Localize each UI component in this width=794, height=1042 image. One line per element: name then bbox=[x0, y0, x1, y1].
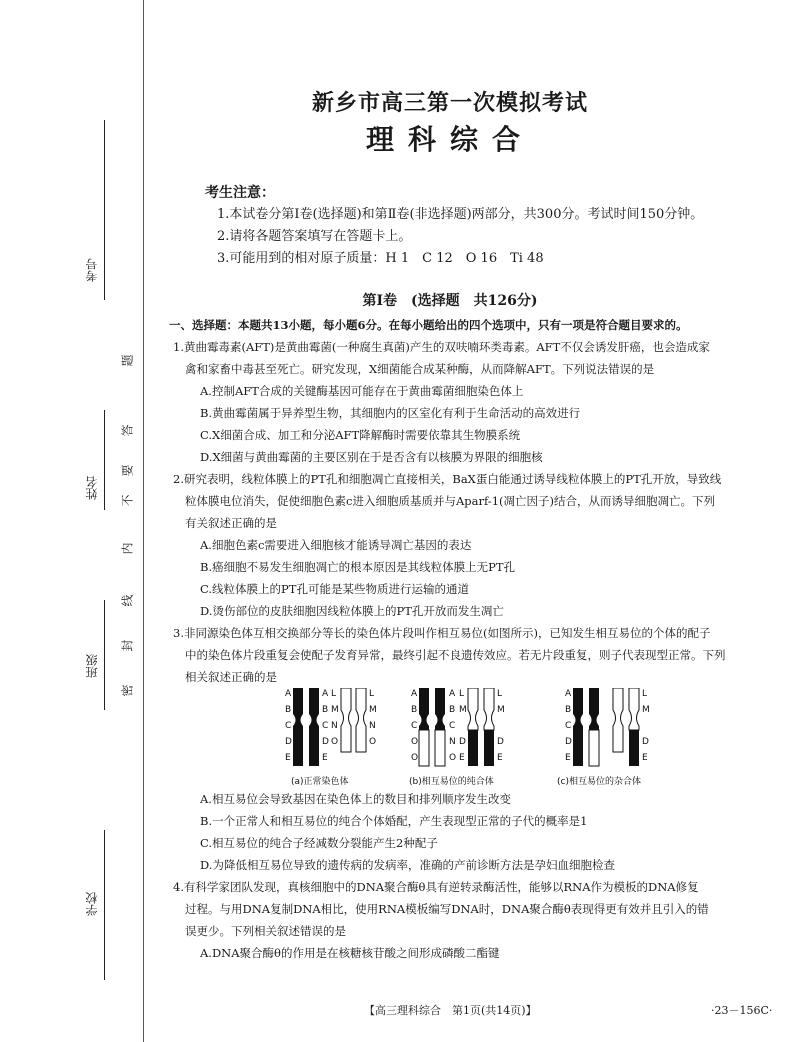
chromosome-c3 bbox=[613, 688, 623, 752]
chromosome-b2-translocated bbox=[435, 730, 445, 766]
name-label: 姓名 bbox=[85, 476, 99, 500]
label-c-M: M bbox=[642, 705, 650, 715]
label-c-D: D bbox=[565, 737, 572, 747]
notice-item: 2.请将各题答案填写在答题卡上。 bbox=[217, 229, 412, 244]
label-a-M: M bbox=[331, 705, 339, 715]
question-stem: 2.研究表明，线粒体膜上的PT孔和细胞凋亡直接相关，BaX蛋白能通过诱导线粒体膜上的PT孔开放，导致线 bbox=[173, 472, 722, 486]
binding-line bbox=[143, 0, 144, 1042]
chromosome-b1-translocated bbox=[419, 730, 429, 766]
option: D.X细菌与黄曲霉菌的主要区别在于是否含有以核膜为界限的细胞核 bbox=[200, 450, 543, 464]
option: A.控制AFT合成的关键酶基因可能存在于黄曲霉菌细胞染色体上 bbox=[200, 384, 524, 398]
caption-a: (a)正常染色体 bbox=[291, 777, 349, 787]
exam-no-label: 考号 bbox=[85, 258, 99, 282]
label-a-D: D bbox=[285, 737, 292, 747]
label-c-E2: E bbox=[642, 753, 648, 763]
chromosome-c2-translocated bbox=[589, 730, 599, 766]
label-a-L: L bbox=[331, 689, 337, 699]
option: B.癌细胞不易发生细胞凋亡的根本原因是其线粒体膜上无PT孔 bbox=[200, 560, 516, 574]
class-label: 班级 bbox=[85, 654, 99, 678]
label-c-D2: D bbox=[642, 737, 649, 747]
option: B.一个正常人和相互易位的纯合个体婚配，产生表现型正常的子代的概率是1 bbox=[200, 814, 588, 828]
chromosome-b3 bbox=[468, 688, 478, 730]
label-b2-N: N bbox=[449, 737, 456, 747]
school-label: 学校 bbox=[85, 892, 99, 916]
seal-char: 答 bbox=[120, 424, 135, 437]
chromosome-c2 bbox=[589, 688, 599, 730]
option: B.黄曲霉菌属于异养型生物，其细胞内的区室化有利于生命活动的高效进行 bbox=[200, 406, 581, 420]
instruction: 一、选择题：本题共13小题，每小题6分。在每小题给出的四个选项中，只有一项是符合题目要求的。 bbox=[169, 318, 688, 332]
option: A.细胞色素c需要进入细胞核才能诱导凋亡基因的表达 bbox=[200, 538, 472, 552]
label-a-L2: L bbox=[369, 689, 375, 699]
label-c-L: L bbox=[642, 689, 648, 699]
chromosome-b4-translocated bbox=[484, 730, 494, 766]
label-a-C: C bbox=[285, 721, 292, 731]
chromosome-b2 bbox=[435, 688, 445, 730]
seal-char: 封 bbox=[120, 639, 135, 652]
label-b-L: L bbox=[459, 689, 465, 699]
school-field[interactable] bbox=[104, 830, 105, 980]
page-number: 【高三理科综合 第1页(共14页)】 bbox=[364, 1004, 537, 1017]
questions bbox=[169, 314, 778, 964]
question-stem: 粒体膜电位消失，促使细胞色素c进入细胞质基质并与Aparf-1(凋亡因子)结合，从而诱导细胞凋亡。下列 bbox=[185, 494, 715, 508]
option: D.烫伤部位的皮肤细胞因线粒体膜上的PT孔开放而发生凋亡 bbox=[200, 604, 504, 618]
exam-no-field[interactable] bbox=[104, 120, 105, 300]
label-b4-E: E bbox=[497, 753, 503, 763]
label-b-A: A bbox=[411, 689, 418, 699]
chromosome-b1 bbox=[419, 688, 429, 730]
chromosome-a2 bbox=[309, 688, 319, 766]
label-c-E: E bbox=[565, 753, 571, 763]
caption-c: (c)相互易位的杂合体 bbox=[557, 777, 641, 787]
label-c-A: A bbox=[565, 689, 572, 699]
name-field[interactable] bbox=[104, 410, 105, 510]
label-b-B: B bbox=[411, 705, 418, 715]
label-b-O: O bbox=[411, 737, 419, 747]
label-b-D: D bbox=[459, 737, 466, 747]
chromosome-c4 bbox=[629, 688, 639, 730]
label-a2-B: B bbox=[322, 705, 329, 715]
question-stem: 误更少。下列相关叙述错误的是 bbox=[185, 924, 346, 938]
seal-char: 密 bbox=[120, 684, 135, 697]
exam-subtitle: 理科综合 bbox=[365, 123, 534, 156]
question-stem: 相关叙述正确的是 bbox=[185, 670, 277, 684]
label-a-O: O bbox=[331, 737, 339, 747]
option: D.为降低相互易位导致的遗传病的发病率，准确的产前诊断方法是孕妇血细胞检查 bbox=[200, 858, 615, 872]
notice-item: 1.本试卷分第Ⅰ卷(选择题)和第Ⅱ卷(非选择题)两部分，共300分。考试时间150分钟。 bbox=[217, 207, 704, 222]
seal-char: 内 bbox=[120, 542, 135, 555]
label-a2-C: C bbox=[322, 721, 329, 731]
label-b4-D: D bbox=[497, 737, 504, 747]
label-a-O2: O bbox=[369, 737, 377, 747]
label-a2-A: A bbox=[322, 689, 329, 699]
label-a-A: A bbox=[285, 689, 292, 699]
question-stem: 3.非同源染色体互相交换部分等长的染色体片段叫作相互易位(如图所示)，已知发生相互易位的个体的配子 bbox=[173, 626, 711, 640]
label-b2-B: B bbox=[449, 705, 456, 715]
label-a2-D: D bbox=[322, 737, 329, 747]
label-a2-E: E bbox=[322, 753, 328, 763]
label-c-C: C bbox=[565, 721, 572, 731]
chromosome-c4-translocated bbox=[629, 730, 639, 766]
question-stem: 过程。与用DNA复制DNA相比，使用RNA模板编写DNA时，DNA聚合酶θ表现得更有效并且引入的错 bbox=[185, 902, 709, 916]
label-b-C: C bbox=[411, 721, 418, 731]
label-a-M2: M bbox=[369, 705, 377, 715]
chromosome-a3 bbox=[341, 688, 351, 752]
label-a-E: E bbox=[285, 753, 291, 763]
question-stem: 禽和家畜中毒甚至死亡。研究发现，X细菌能合成某种酶，从而降解AFT。下列说法错误的是 bbox=[185, 362, 655, 376]
label-a-N: N bbox=[331, 721, 338, 731]
seal-char: 要 bbox=[120, 464, 135, 477]
question-stem: 有关叙述正确的是 bbox=[185, 516, 277, 530]
label-b-O2: O bbox=[411, 753, 419, 763]
option: C.线粒体膜上的PT孔可能是某些物质进行运输的通道 bbox=[200, 582, 469, 596]
chromosome-b4 bbox=[484, 688, 494, 730]
paper-code: ·23－156C· bbox=[711, 1004, 773, 1017]
label-b-E: E bbox=[459, 753, 465, 763]
question-stem: 4.有科学家团队发现，真核细胞中的DNA聚合酶θ具有逆转录酶活性，能够以RNA作为模板的DNA修复 bbox=[173, 880, 699, 894]
chromosome-figure bbox=[173, 688, 778, 788]
label-c-B: B bbox=[565, 705, 572, 715]
class-field[interactable] bbox=[104, 600, 105, 710]
question-stem: 1.黄曲霉毒素(AFT)是黄曲霉菌(一种腐生真菌)产生的双呋喃环类毒素。AFT不仅会诱发肝癌，也会造成家 bbox=[173, 340, 710, 354]
option: C.相互易位的纯合子经减数分裂能产生2种配子 bbox=[200, 836, 438, 850]
chromosome-diagram bbox=[173, 688, 778, 788]
caption-b: (b)相互易位的纯合体 bbox=[409, 777, 494, 787]
question-stem: 中的染色体片段重复会使配子发育异常，最终引起不良遗传效应。若无片段重复，则子代表现型正常。下列 bbox=[185, 648, 726, 662]
notice-heading: 考生注意： bbox=[205, 185, 275, 201]
section-title: 第Ⅰ卷 (选择题 共126分) bbox=[362, 293, 538, 309]
label-b4-L: L bbox=[497, 689, 503, 699]
label-b4-M: M bbox=[497, 705, 505, 715]
seal-char: 不 bbox=[120, 494, 135, 507]
seal-char: 线 bbox=[120, 594, 135, 607]
seal-line-text bbox=[121, 352, 133, 702]
label-b2-O: O bbox=[449, 753, 457, 763]
notice-item: 3.可能用到的相对原子质量：H 1 C 12 O 16 Ti 48 bbox=[217, 251, 544, 266]
chromosome-a4 bbox=[356, 688, 366, 752]
label-b-M: M bbox=[459, 705, 467, 715]
label-b2-C: C bbox=[449, 721, 456, 731]
chromosome-b3-translocated bbox=[468, 730, 478, 766]
option: A.DNA聚合酶θ的作用是在核糖核苷酸之间形成磷酸二酯键 bbox=[200, 946, 500, 960]
label-a-B: B bbox=[285, 705, 292, 715]
seal-char: 题 bbox=[120, 354, 135, 367]
exam-title: 新乡市高三第一次模拟考试 bbox=[311, 90, 588, 116]
label-b2-A: A bbox=[449, 689, 456, 699]
chromosome-a1 bbox=[293, 688, 303, 766]
option: A.相互易位会导致基因在染色体上的数目和排列顺序发生改变 bbox=[200, 792, 511, 806]
chromosome-c1 bbox=[573, 688, 583, 766]
option: C.X细菌合成、加工和分泌AFT降解酶时需要依靠其生物膜系统 bbox=[200, 428, 521, 442]
label-a-N2: N bbox=[369, 721, 376, 731]
notice-block bbox=[205, 182, 703, 270]
